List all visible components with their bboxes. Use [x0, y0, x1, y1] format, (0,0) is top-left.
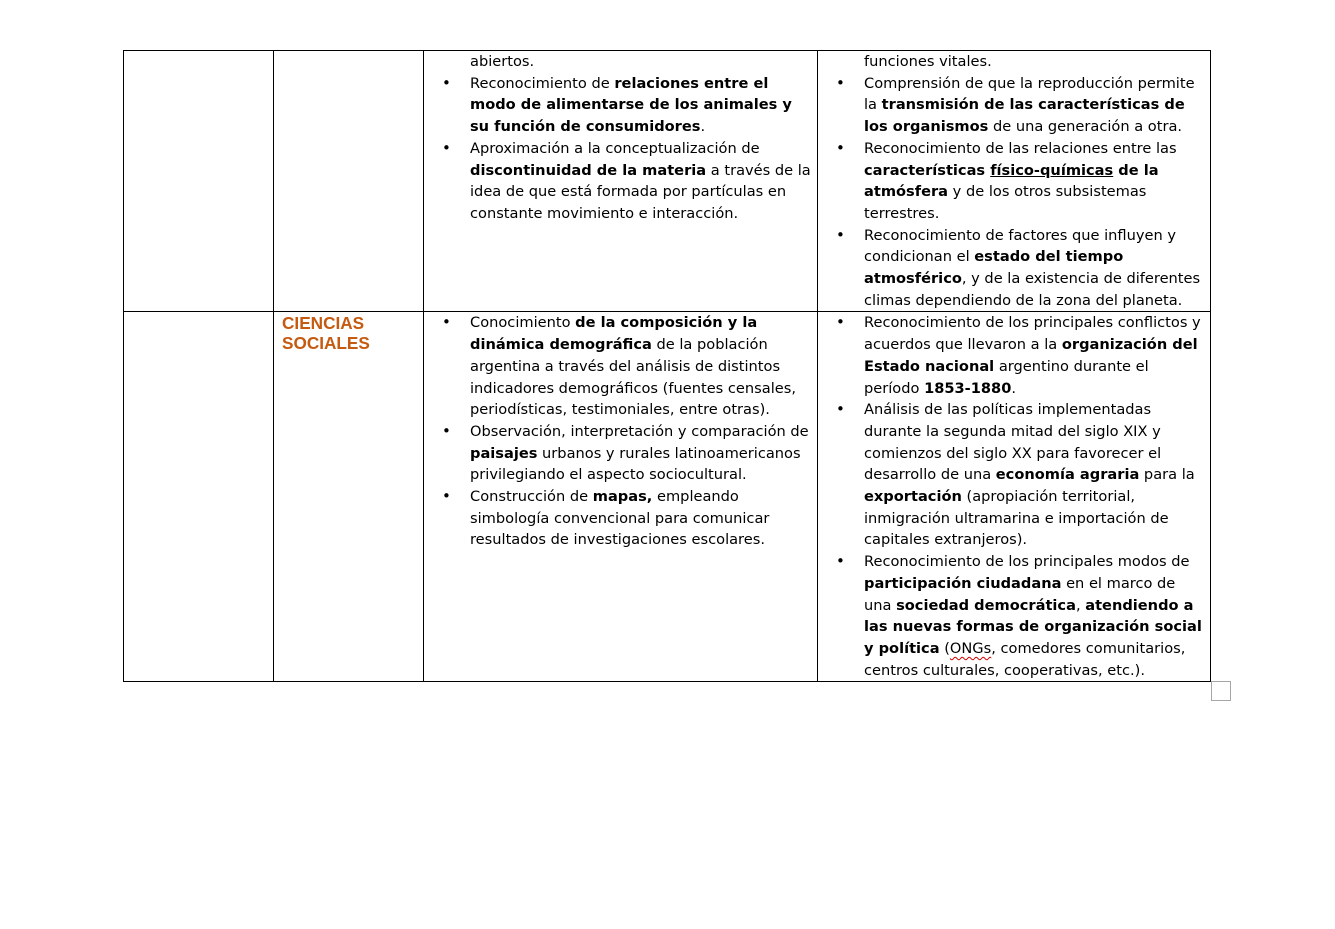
list-item [470, 421, 811, 486]
bold-text: economía agraria [995, 466, 1140, 484]
bold-text: físico-químicas [990, 161, 1114, 179]
content-cell-col3 [424, 51, 818, 312]
text-run: Reconocimiento de las relaciones entre las [864, 139, 1177, 157]
text-run: Reconocimiento de factores que influyen y condicionan el [864, 226, 1177, 266]
list-item [470, 138, 811, 225]
bold-text: exportación [864, 488, 962, 506]
list-item [864, 138, 1204, 225]
bold-text: de la atmósfera [864, 161, 1159, 201]
empty-cell [124, 51, 274, 312]
text-run: Comprensión de que la reproducción permite la [864, 74, 1195, 114]
content-cell-col4 [818, 312, 1211, 682]
text-run: . [700, 118, 706, 136]
bold-text: características [864, 161, 991, 179]
table-resize-handle[interactable] [1211, 681, 1231, 701]
text-run: (apropiación territorial, inmigración ultramarina e importación de capitales extranjeros). [864, 488, 1169, 549]
continuation-text: abiertos. [470, 53, 535, 70]
table-row-ciencias-naturales [124, 51, 1211, 312]
area-title: CIENCIAS SOCIALES [282, 313, 370, 354]
text-run: Conocimiento [470, 314, 576, 332]
text-run: Aproximación a la conceptualización de [470, 139, 760, 157]
area-cell [274, 51, 424, 312]
bold-text: atendiendo a las nuevas formas de organización social y política [864, 596, 1202, 657]
list-item [864, 399, 1204, 551]
text-run: urbanos y rurales latinoamericanos privilegiando el aspecto sociocultural. [470, 444, 801, 484]
table-row-ciencias-sociales [124, 312, 1211, 682]
bold-text: discontinuidad de la materia [470, 161, 707, 179]
content-cell-col4 [818, 51, 1211, 312]
list-item [864, 551, 1204, 681]
list-item [864, 312, 1204, 399]
text-run: empleando simbología convencional para comunicar resultados de investigaciones escolares. [470, 488, 770, 549]
text-run: de una generación a otra. [988, 118, 1183, 136]
text-run: Observación, interpretación y comparación de [470, 422, 809, 440]
list-item [470, 486, 811, 551]
text-run: , comedores comunitarios, centros culturales, cooperativas, etc.). [864, 639, 1186, 679]
content-cell-col3 [424, 312, 818, 682]
text-run: Reconocimiento de los principales modos de [864, 553, 1190, 571]
curriculum-table [123, 50, 1211, 682]
text-run: argentino durante el período [864, 357, 1149, 397]
bullet-list [424, 312, 817, 551]
bold-text: mapas, [592, 488, 653, 506]
bold-text: organización del Estado nacional [864, 336, 1198, 375]
area-cell [274, 312, 424, 682]
text-run: , [1075, 596, 1086, 614]
text-run: Reconocimiento de [470, 74, 615, 92]
list-item [470, 73, 811, 138]
text-run: en el marco de una [864, 574, 1176, 614]
text-run: Reconocimiento de los principales conflictos y acuerdos que llevaron a la [864, 314, 1201, 354]
text-run: Análisis de las políticas implementadas durante la segunda mitad del siglo XIX y comienzos del siglo XX para favorecer el desarrollo de una [864, 401, 1162, 484]
spellcheck-word: ONGs [949, 639, 992, 657]
bold-text: de la composición y la dinámica demográfica [470, 314, 758, 354]
bold-text: relaciones entre el modo de alimentarse de los animales y su función de consumidores [470, 74, 792, 136]
bold-text: paisajes [470, 444, 538, 462]
continuation-text: funciones vitales. [864, 53, 992, 70]
list-item [864, 73, 1204, 138]
text-run: . [1011, 379, 1016, 397]
empty-cell [124, 312, 274, 682]
bold-text: estado del tiempo atmosférico [864, 248, 1124, 288]
list-item [470, 312, 811, 421]
text-run: y de los otros subsistemas terrestres. [864, 183, 1147, 222]
text-run: , y de la existencia de diferentes climas dependiendo de la zona del planeta. [864, 270, 1201, 309]
text-run: para la [1139, 466, 1195, 484]
bullet-list [818, 312, 1210, 681]
text-run: Construcción de [470, 488, 593, 506]
list-item [864, 225, 1204, 312]
bullet-list [818, 73, 1210, 312]
bullet-list [424, 73, 817, 225]
bold-text: transmisión de las características de los organismos [864, 96, 1185, 136]
text-run: de la población argentina a través del análisis de distintos indicadores demográficos (fuentes censales, periodísticas, testimoniales, entre otras). [470, 336, 796, 419]
text-run: a través de la idea de que está formada por partículas en constante movimiento e interacción. [470, 161, 811, 222]
bold-text: sociedad democrática [896, 596, 1076, 614]
bold-text: 1853-1880 [924, 379, 1012, 397]
bold-text: participación ciudadana [864, 574, 1062, 592]
text-run: ( [939, 639, 950, 657]
